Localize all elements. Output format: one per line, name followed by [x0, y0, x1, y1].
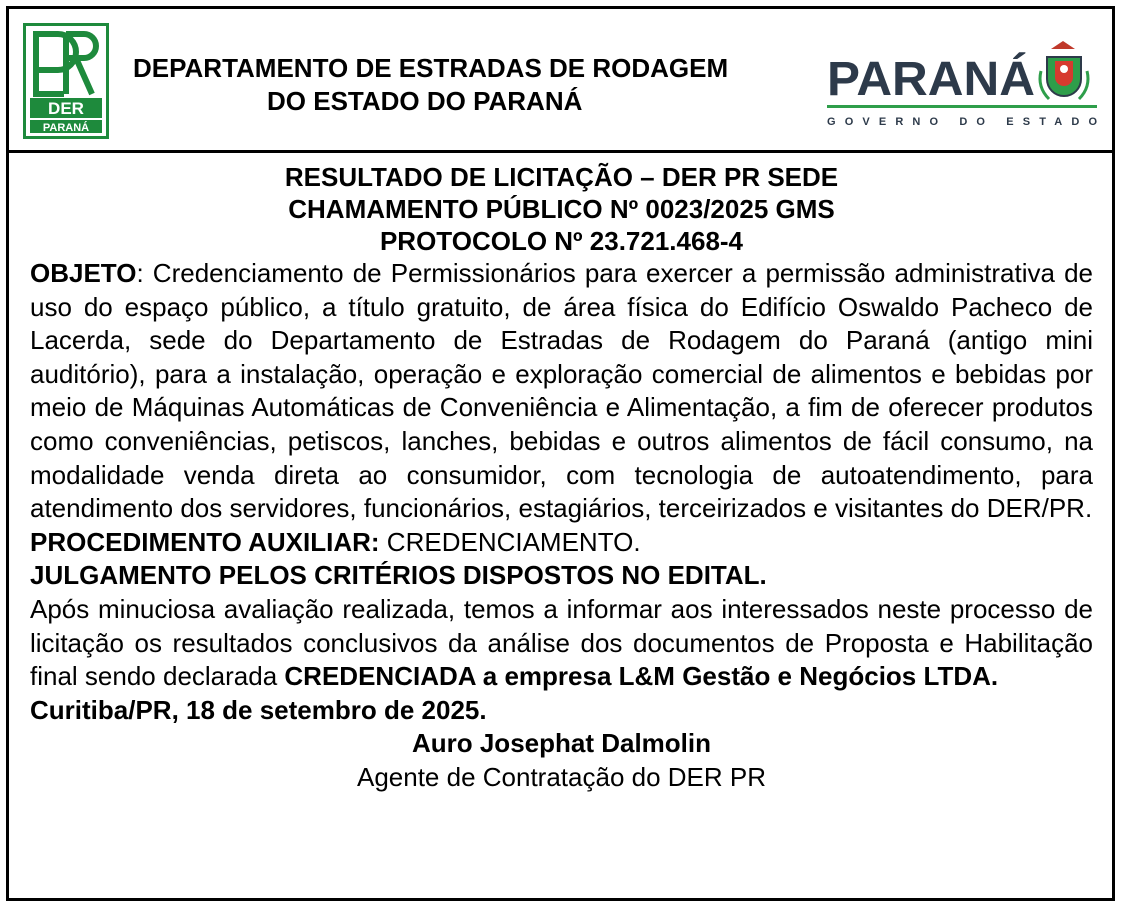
procedimento-label: PROCEDIMENTO AUXILIAR:	[30, 526, 380, 557]
document-body	[30, 161, 1093, 794]
objeto-label: OBJETO	[30, 258, 137, 288]
coat-of-arms-icon	[1040, 41, 1088, 99]
heading-chamamento: CHAMAMENTO PÚBLICO Nº 0023/2025 GMS	[288, 194, 835, 224]
resultado-bold: CREDENCIADA a empresa L&M Gestão e Negócios LTDA.	[284, 661, 999, 692]
document-frame	[6, 6, 1115, 901]
header	[9, 9, 1112, 152]
parana-logo-subtext: GOVERNO DO ESTADO	[827, 116, 1097, 128]
julgamento-text: JULGAMENTO PELOS CRITÉRIOS DISPOSTOS NO EDITAL.	[30, 560, 767, 591]
resultado-paragraph	[30, 593, 1093, 694]
der-parana-logo	[23, 23, 109, 139]
parana-logo-graphic	[825, 35, 1101, 129]
resultado-text: Após minuciosa avaliação realizada, temos a informar aos interessados neste processo de licitação os resultados conclusivos da análise dos documentos de Proposta e Habilitação final sendo declarada	[30, 593, 1093, 692]
julgamento-line	[30, 559, 1093, 593]
der-logo-graphic	[26, 26, 106, 136]
objeto-text: : Credenciamento de Permissionários para exercer a permissão administrativa de uso do espaço público, a título gratuito, de área física do Edifício Oswaldo Pacheco de Lacerda, sede do Departamento de Estradas de Rodagem do Paraná (antigo mini auditório), para a instalação, operação e exploração comercial de alimentos e bebidas por meio de Máquinas Automáticas de Conveniência e Alimentação, a fim de oferecer produtos como conveniências, petiscos, lanches, bebidas e outros alimentos de fácil consumo, na modalidade venda direta ao consumidor, com tecnologia de autoatendimento, para atendimento dos servidores, funcionários, estagiários, terceirizados e visitantes do DER/PR.	[30, 258, 1093, 524]
signatory-role: Agente de Contratação do DER PR	[356, 762, 767, 793]
parana-governo-logo	[825, 35, 1101, 129]
header-title-line2: DO ESTADO DO PARANÁ	[267, 86, 583, 116]
header-divider	[9, 150, 1112, 153]
header-title	[133, 52, 728, 118]
objeto-paragraph	[30, 257, 1093, 526]
der-logo-text: DER	[48, 99, 84, 118]
procedimento-value: CREDENCIAMENTO.	[379, 526, 641, 557]
local-data: Curitiba/PR, 18 de setembro de 2025.	[30, 694, 487, 725]
parana-logo-text: PARANÁ	[827, 53, 1029, 106]
heading-protocolo: PROTOCOLO Nº 23.721.468-4	[379, 226, 744, 256]
local-data-line	[30, 694, 1093, 728]
heading-resultado: RESULTADO DE LICITAÇÃO – DER PR SEDE	[284, 162, 839, 192]
procedimento-line	[30, 526, 1093, 560]
der-logo-parana-text: PARANÁ	[42, 122, 90, 134]
signatory-name: Auro Josephat Dalmolin	[411, 728, 712, 759]
header-title-line1: DEPARTAMENTO DE ESTRADAS DE RODAGEM	[133, 53, 729, 83]
